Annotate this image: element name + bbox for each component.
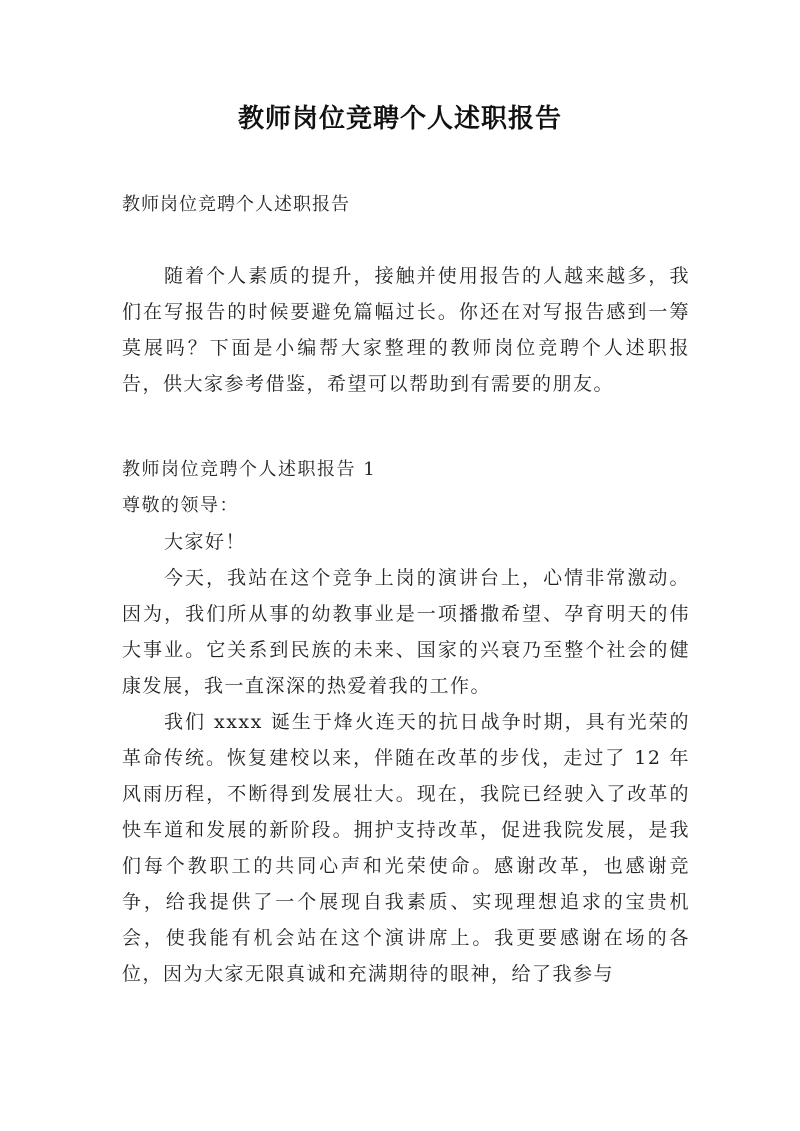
body-paragraph: 我们 xxxx 诞生于烽火连天的抗日战争时期，具有光荣的革命传统。恢复建校以来，伴随在改革的步伐，走过了 12 年风雨历程，不断得到发展壮大。现在，我院已经驶入了改革的快车道和发展的新阶段。拥护支持改革，促进我院发展，是我们每个教职工的共同心声和光荣使命。感谢改革，也感谢竞争，给我提供了一个展现自我素质、实现理想追求的宝贵机会，使我能有机会站在这个演讲席上。我更要感谢在场的各位，因为大家无限真诚和充满期待的眼神，给了我参与 <box>122 711 690 985</box>
greeting: 大家好！ <box>164 531 247 553</box>
document-subtitle: 教师岗位竞聘个人述职报告 <box>122 194 350 215</box>
salutation: 尊敬的领导： <box>122 495 239 516</box>
body-paragraph: 今天，我站在这个竞争上岗的演讲台上，心情非常激动。因为，我们所从事的幼教事业是一项播撒希望、孕育明天的伟大事业。它关系到民族的未来、国家的兴衰乃至整个社会的健康发展，我一直深深的热爱着我的工作。 <box>122 567 690 697</box>
intro-paragraph: 随着个人素质的提升，接触并使用报告的人越来越多，我们在写报告的时候要避免篇幅过长。你还在对写报告感到一筹莫展吗？下面是小编帮大家整理的教师岗位竞聘个人述职报告，供大家参考借鉴，希望可以帮助到有需要的朋友。 <box>122 265 690 395</box>
section-heading: 教师岗位竞聘个人述职报告 1 <box>122 459 377 480</box>
document-title: 教师岗位竞聘个人述职报告 <box>237 104 562 134</box>
section-1 <box>122 452 690 992</box>
